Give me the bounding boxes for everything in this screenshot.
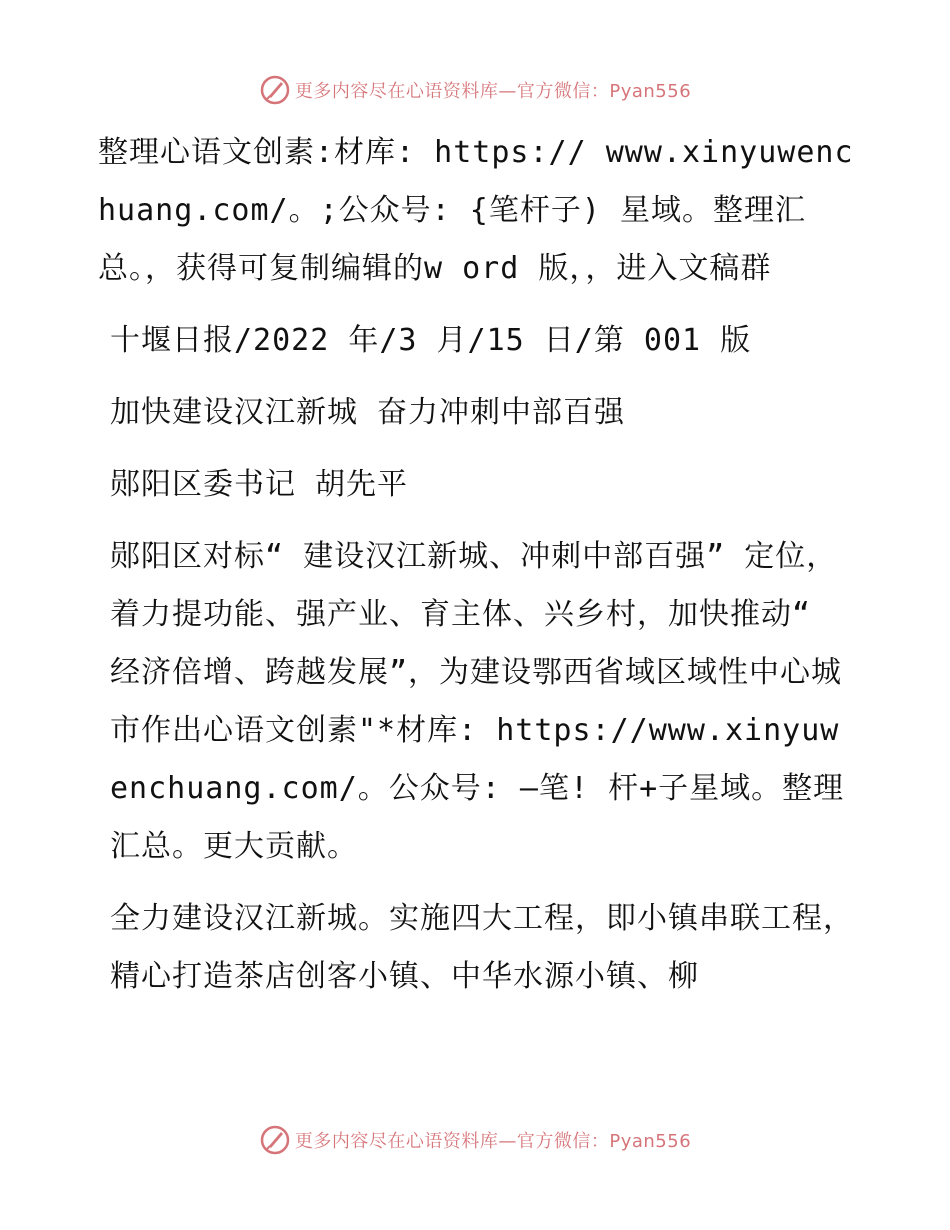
quill-logo-icon <box>259 74 291 106</box>
document-body <box>98 124 858 1020</box>
author-line: 郧阳区委书记 胡先平 <box>110 467 409 502</box>
body-paragraph-2: 全力建设汉江新城。实施四大工程，即小镇串联工程，精心打造茶店创客小镇、中华水源小镇、柳 <box>110 901 854 994</box>
intro-paragraph: 整理心语文创素:材库: https:// www.xinyuwenchuang.com/。;公众号: {笔杆子) 星域。整理汇总。，获得可复制编辑的w ord 版，，进入文稿群 <box>98 135 854 286</box>
body-paragraph-1: 郧阳区对标“ 建设汉江新城、冲刺中部百强” 定位，着力提功能、强产业、育主体、兴乡村，加快推动“ 经济倍增、跨越发展”，为建设鄂西省域区域性中心城市作出心语文创素"*材库: https://www.xinyuwenchuang.com/。公众号: —笔! 杆+子星域。整理汇总。更大贡献。 <box>110 539 845 864</box>
header-watermark <box>0 74 950 106</box>
article-title: 加快建设汉江新城 奋力冲刺中部百强 <box>110 395 626 430</box>
quill-logo-icon <box>259 1124 291 1156</box>
footer-watermark <box>0 1124 950 1156</box>
watermark-text: 更多内容尽在心语资料库—官方微信：Pyan556 <box>294 81 692 102</box>
watermark-text: 更多内容尽在心语资料库—官方微信：Pyan556 <box>294 1131 692 1152</box>
source-line: 十堰日报/2022 年/3 月/15 日/第 001 版 <box>110 323 752 358</box>
